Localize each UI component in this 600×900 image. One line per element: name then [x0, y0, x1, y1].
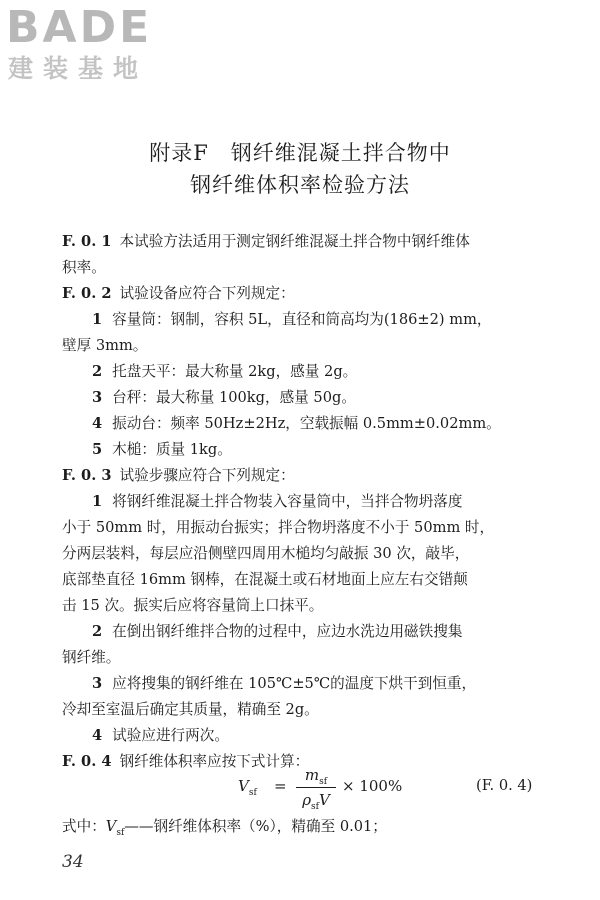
formula-fraction — [296, 765, 336, 810]
clause-f01-cont: 积率。 — [62, 259, 106, 276]
item-number: 3 — [92, 675, 103, 692]
item-number: 2 — [92, 363, 103, 380]
equation-number: (F. 0. 4) — [476, 777, 533, 794]
item-number: 4 — [92, 415, 103, 432]
list-item-cont: 小于 50mm 时，用振动台振实；拌合物坍落度不小于 50mm 时， — [62, 519, 495, 536]
list-item — [92, 388, 592, 408]
item-number: 5 — [92, 441, 103, 458]
where-symbol-sub: sf — [116, 827, 125, 838]
clause-label: F. 0. 3 — [62, 467, 112, 484]
clause-text: 钢纤维体积率应按下式计算： — [119, 753, 310, 770]
where-prefix: 式中： — [62, 818, 106, 835]
list-item — [92, 492, 592, 512]
list-item — [92, 440, 592, 460]
logo-subtitle: 建装基地 — [8, 54, 149, 83]
list-item-cont: 钢纤维。 — [62, 649, 121, 666]
clause-f01 — [62, 232, 562, 252]
item-text: 容量筒：钢制，容积 5L，直径和筒高均为(186±2) mm， — [112, 311, 492, 328]
formula-lhs: $V_{sf}$ — [238, 777, 257, 798]
clause-label: F. 0. 2 — [62, 285, 112, 302]
list-item — [92, 310, 592, 330]
item-text: 在倒出钢纤维拌合物的过程中，应边水洗边用磁铁搜集 — [112, 623, 463, 640]
clause-label: F. 0. 4 — [62, 753, 112, 770]
item-text: 托盘天平：最大称量 2kg，感量 2g。 — [112, 363, 358, 380]
where-text: ——钢纤维体积率（%），精确至 0.01； — [124, 818, 387, 835]
formula-equals: = — [274, 777, 287, 795]
fraction-denominator: $\rho_{sf}V$ — [302, 791, 330, 812]
item-number: 3 — [92, 389, 103, 406]
page-number: 34 — [62, 852, 84, 872]
clause-f02 — [62, 284, 562, 304]
list-item-cont: 击 15 次。振实后应将容量筒上口抹平。 — [62, 597, 324, 614]
item-number: 2 — [92, 623, 103, 640]
where-clause — [62, 817, 562, 843]
list-item-cont: 壁厚 3mm。 — [62, 337, 148, 354]
clause-f03 — [62, 466, 562, 486]
where-symbol: V — [105, 818, 117, 835]
list-item — [92, 622, 592, 642]
list-item-cont: 分两层装料，每层应沿侧壁四周用木槌均匀敲振 30 次，敲毕， — [62, 545, 470, 562]
appendix-title-line2: 钢纤维体积率检验方法 — [190, 173, 410, 197]
clause-text: 本试验方法适用于测定钢纤维混凝土拌合物中钢纤维体 — [119, 233, 470, 250]
item-text: 木槌：质量 1kg。 — [112, 441, 232, 458]
list-item — [92, 414, 592, 434]
item-number: 1 — [92, 311, 103, 328]
clause-label: F. 0. 1 — [62, 233, 112, 250]
item-text: 将钢纤维混凝土拌合物装入容量筒中，当拌合物坍落度 — [112, 493, 463, 510]
bade-logo — [6, 4, 181, 88]
item-text: 试验应进行两次。 — [112, 727, 229, 744]
item-number: 4 — [92, 727, 103, 744]
logo-wordmark: BADE — [6, 2, 153, 53]
fraction-numerator: $m_{sf}$ — [304, 766, 328, 787]
item-text: 振动台：频率 50Hz±2Hz，空载振幅 0.5mm±0.02mm。 — [112, 415, 501, 432]
formula-times-percent: × 100% — [342, 777, 403, 795]
item-text: 应将搜集的钢纤维在 105℃±5℃的温度下烘干到恒重， — [112, 675, 477, 692]
appendix-title-line1: 附录F 钢纤维混凝土拌合物中 — [149, 141, 451, 165]
clause-text: 试验步骤应符合下列规定： — [119, 467, 295, 484]
list-item — [92, 362, 592, 382]
list-item — [92, 726, 592, 746]
formula-f04 — [238, 765, 418, 811]
item-text: 台秤：最大称量 100kg，感量 50g。 — [112, 389, 356, 406]
clause-text: 试验设备应符合下列规定： — [119, 285, 295, 302]
list-item-cont: 冷却至室温后确定其质量，精确至 2g。 — [62, 701, 319, 718]
fraction-bar — [296, 787, 336, 788]
item-number: 1 — [92, 493, 103, 510]
list-item — [92, 674, 592, 694]
list-item-cont: 底部垫直径 16mm 钢棒，在混凝土或石材地面上应左右交错颠 — [62, 571, 468, 588]
